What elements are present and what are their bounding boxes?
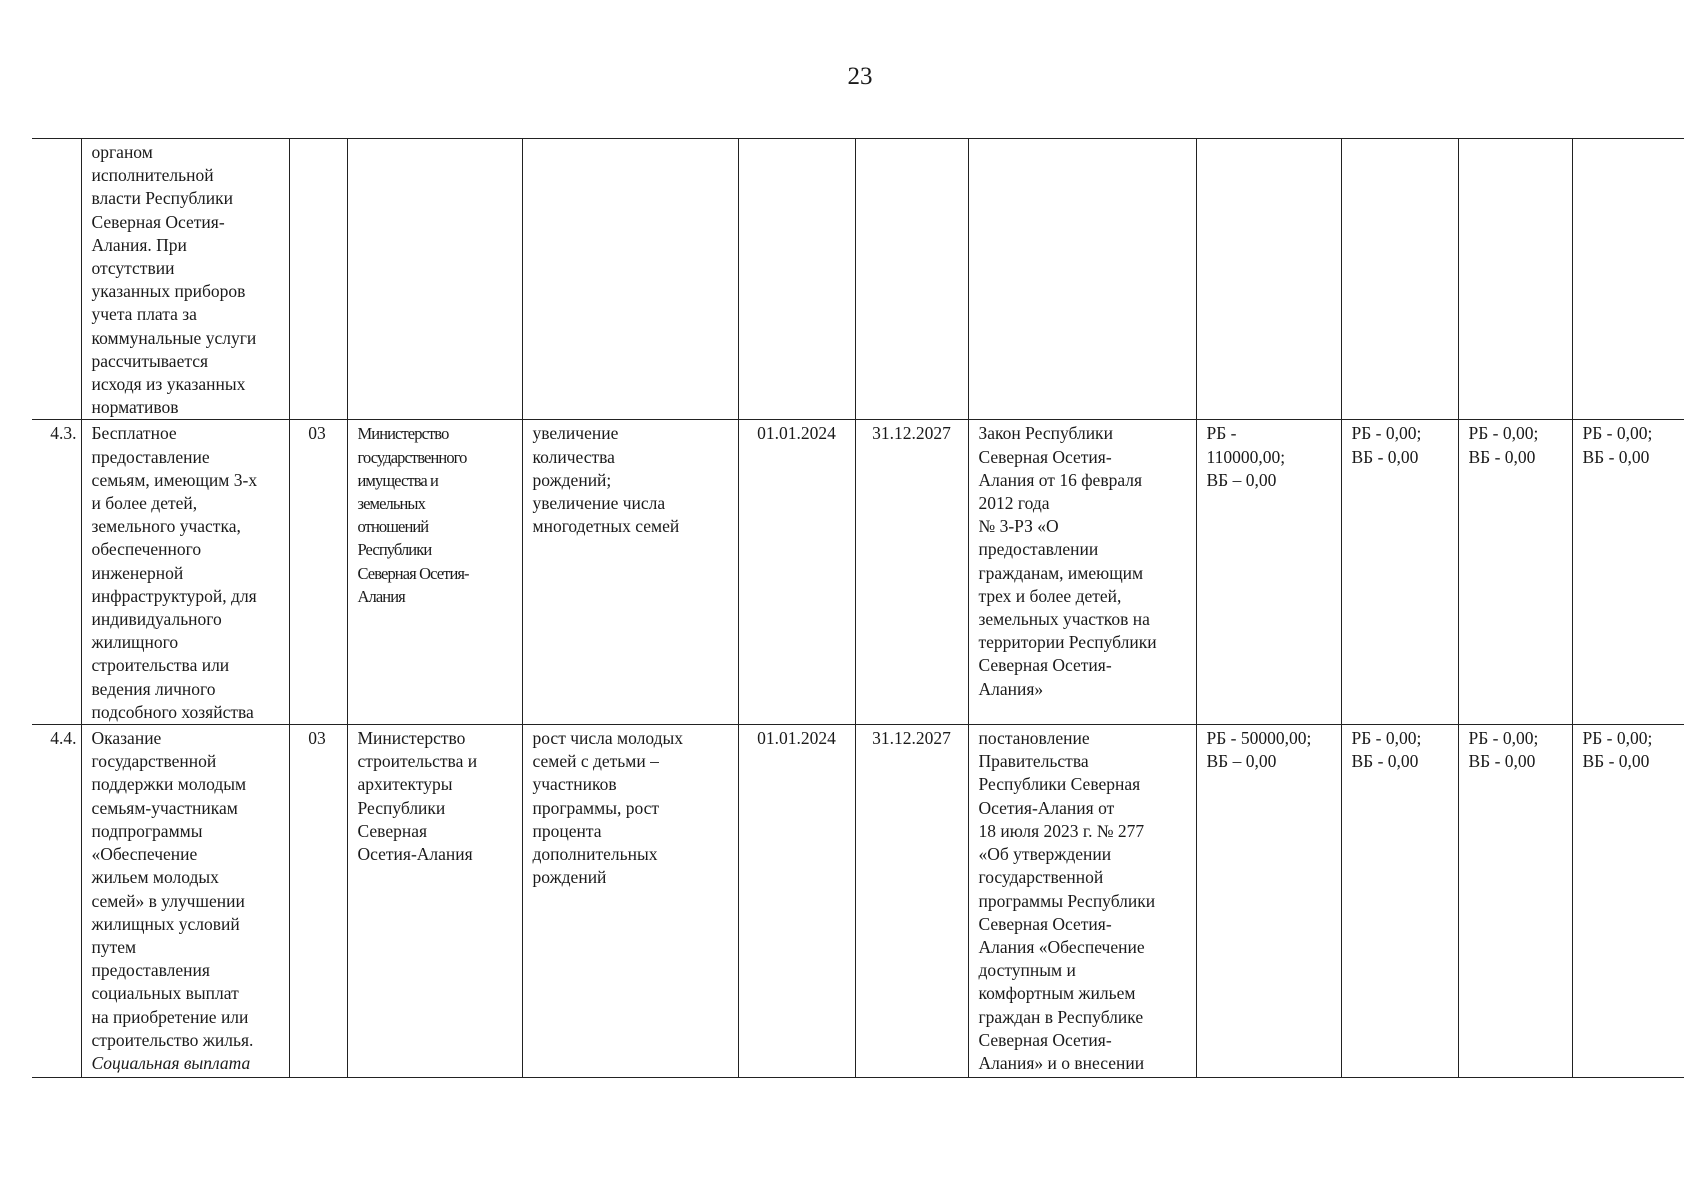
financing-year2-cell: РБ - 0,00; ВБ - 0,00 — [1458, 420, 1572, 725]
code-cell: 03 — [289, 420, 347, 725]
result-cell: рост числа молодых семей с детьми – участников программы, рост процента дополнительных рождений — [522, 725, 738, 1078]
measure-cell — [81, 725, 289, 1078]
measure-cell — [81, 420, 289, 725]
start-date-cell — [738, 139, 855, 420]
financing-year3-cell — [1572, 139, 1684, 420]
executor-cell: Министерство государственного имущества и земельных отношений Республики Северная Осетия- Алания — [347, 420, 522, 725]
financing-year2-cell: РБ - 0,00; ВБ - 0,00 — [1458, 725, 1572, 1078]
financing-year1-cell: РБ - 0,00; ВБ - 0,00 — [1341, 725, 1458, 1078]
end-date-cell: 31.12.2027 — [855, 420, 968, 725]
end-date-cell — [855, 139, 968, 420]
table-row — [32, 725, 1684, 1078]
financing-year1-cell — [1341, 139, 1458, 420]
table-row — [32, 420, 1684, 725]
page-number: 23 — [847, 63, 873, 90]
result-cell: увеличение количества рождений; увеличение числа многодетных семей — [522, 420, 738, 725]
financing-year1-cell: РБ - 0,00; ВБ - 0,00 — [1341, 420, 1458, 725]
row-number: 4.4. — [32, 725, 81, 1078]
code-cell: 03 — [289, 725, 347, 1078]
row-number — [32, 139, 81, 420]
start-date-cell: 01.01.2024 — [738, 725, 855, 1078]
financing-year2-cell — [1458, 139, 1572, 420]
basis-cell: Закон Республики Северная Осетия- Алания от 16 февраля 2012 года № 3-РЗ «О предоставлении гражданам, имеющим трех и более детей, земельных участков на территории Республики Северная Осетия- Алания» — [968, 420, 1196, 725]
result-cell — [522, 139, 738, 420]
measure-text: Оказание государственной поддержки молодым семьям-участникам подпрограммы «Обеспечение жильем молодых семей» в улучшении жилищных условий путем предоставления социальных выплат на приобретение или строительство жилья. — [91, 728, 254, 1050]
financing-total-cell: РБ - 110000,00; ВБ – 0,00 — [1196, 420, 1341, 725]
measure-cell — [81, 139, 289, 420]
basis-cell — [968, 139, 1196, 420]
measure-italic-tail: Социальная выплата — [91, 1052, 251, 1073]
table-row — [32, 139, 1684, 420]
row-number: 4.3. — [32, 420, 81, 725]
executor-cell: Министерство строительства и архитектуры Республики Северная Осетия-Алания — [347, 725, 522, 1078]
financing-year3-cell: РБ - 0,00; ВБ - 0,00 — [1572, 420, 1684, 725]
basis-cell: постановление Правительства Республики Северная Осетия-Алания от 18 июля 2023 г. № 277 «Об утверждении государственной программы Республики Северная Осетия- Алания «Обеспечение доступным и комфортным жильем граждан в Республике Северная Осетия- Алания» и о внесении — [968, 725, 1196, 1078]
financing-year3-cell: РБ - 0,00; ВБ - 0,00 — [1572, 725, 1684, 1078]
financing-total-cell — [1196, 139, 1341, 420]
financing-total-cell: РБ - 50000,00; ВБ – 0,00 — [1196, 725, 1341, 1078]
start-date-cell: 01.01.2024 — [738, 420, 855, 725]
executor-cell — [347, 139, 522, 420]
measure-text: органом исполнительной власти Республики Северная Осетия- Алания. При отсутствии указанных приборов учета плата за коммунальные услуги рассчитывается исходя из указанных нормативов — [91, 142, 257, 418]
end-date-cell: 31.12.2027 — [855, 725, 968, 1078]
code-cell — [289, 139, 347, 420]
measure-text: Бесплатное предоставление семьям, имеющим 3-х и более детей, земельного участка, обеспеченного инженерной инфраструктурой, для индивидуального жилищного строительства или ведения личного подсобного хозяйства — [91, 423, 258, 722]
measures-table — [32, 138, 1684, 1078]
